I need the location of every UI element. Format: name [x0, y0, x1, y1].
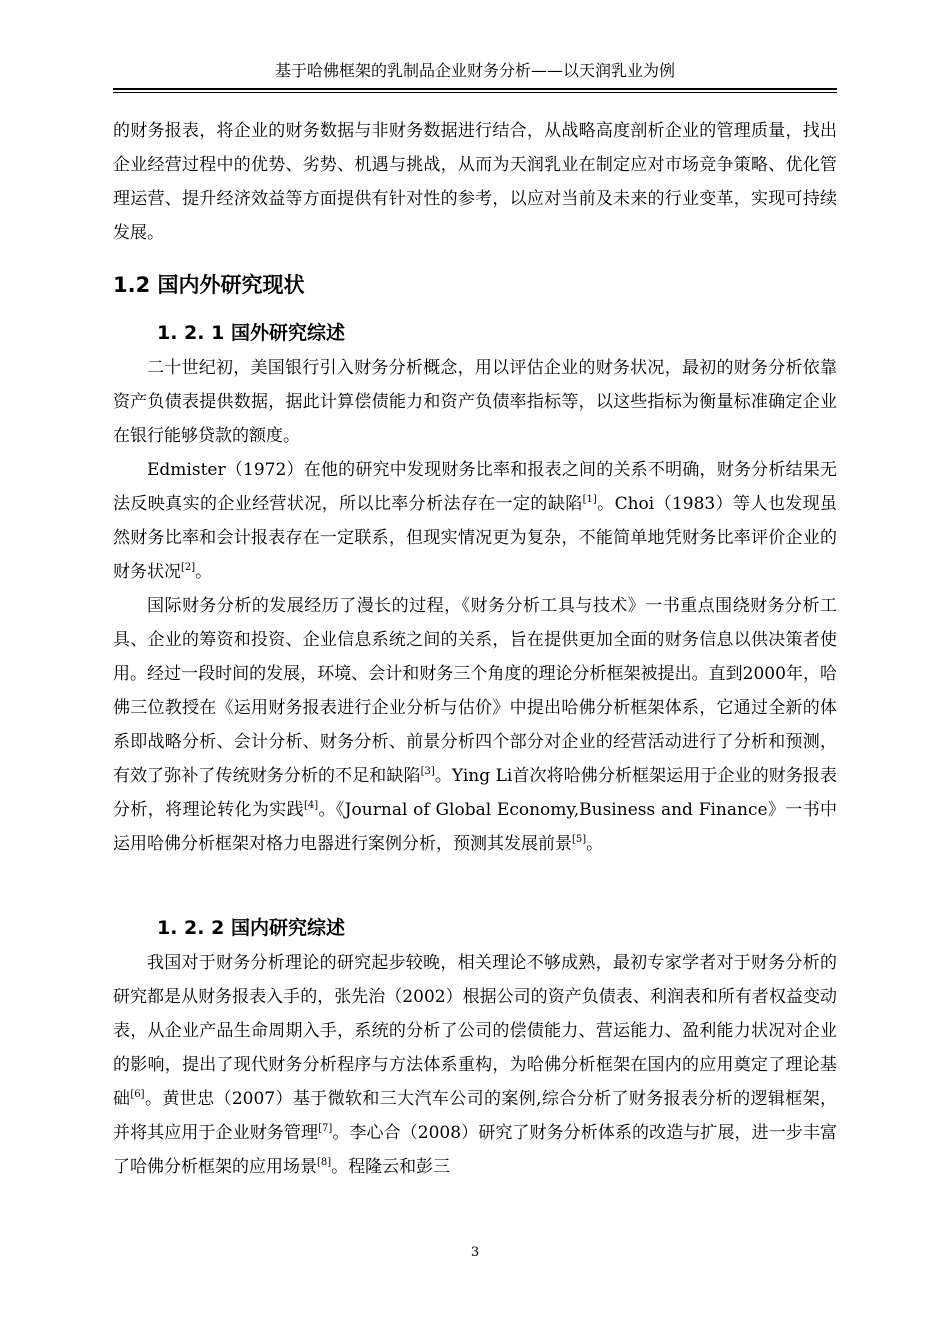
running-header-title: 基于哈佛框架的乳制品企业财务分析——以天润乳业为例: [274, 61, 675, 80]
foreign-research-block: [113, 351, 837, 861]
paragraph-early-history: 二十世纪初，美国银行引入财务分析概念，用以评估企业的财务状况，最初的财务分析依靠资产负债表提供数据，据此计算偿债能力和资产负债率指标等，以这些指标为衡量标准确定企业在银行能够贷款的额度。: [113, 358, 837, 446]
intro-text-block: [113, 114, 837, 250]
citation-ref: [1]: [582, 494, 597, 505]
text-run: 。: [586, 834, 604, 854]
section-heading-1-2-1: 1. 2. 1 国外研究综述: [157, 322, 345, 344]
text-run: 。: [195, 562, 213, 582]
citation-ref: [4]: [303, 800, 319, 811]
intro-paragraph: 的财务报表，将企业的财务数据与非财务数据进行结合，从战略高度剖析企业的管理质量，找出企业经营过程中的优势、劣势、机遇与挑战，从而为天润乳业在制定应对市场竞争策略、优化管理运营、提升经济效益等方面提供有针对性的参考，以应对当前及未来的行业变革，实现可持续发展。: [113, 121, 837, 243]
paragraph-harvard-framework: [113, 589, 837, 861]
citation-ref: [3]: [420, 766, 435, 777]
header-rule-thick: [113, 88, 837, 90]
text-run: 。Ying Li首次将哈佛分析框架运用于企业的财务报表分析，将理论转化为实践: [113, 766, 837, 820]
page-number: 3: [470, 1245, 480, 1260]
paragraph-domestic-research: [113, 946, 837, 1184]
citation-ref: [5]: [572, 834, 587, 845]
text-run: 。Choi（1983）等人也发现虽然财务比率和会计报表存在一定联系，但现实情况更为复杂，不能简单地凭财务比率评价企业的财务状况: [113, 494, 837, 582]
citation-ref: [6]: [130, 1089, 145, 1100]
domestic-research-block: [113, 946, 837, 1184]
section-heading-1-2-2: 1. 2. 2 国内研究综述: [157, 917, 345, 939]
text-run: 。《Journal of Global Economy,Business and Finance》一书中运用哈佛分析框架对格力电器进行案例分析，预测其发展前景: [113, 800, 837, 854]
section-heading-1-2: 1.2 国内外研究现状: [113, 273, 305, 297]
text-run: 我国对于财务分析理论的研究起步较晚，相关理论不够成熟，最初专家学者对于财务分析的研究都是从财务报表入手的，张先治（2002）根据公司的资产负债表、利润表和所有者权益变动表，从企业产品生命周期入手，系统的分析了公司的偿债能力、营运能力、盈利能力状况对企业的影响，提出了现代财务分析程序与方法体系重构，为哈佛分析框架在国内的应用奠定了理论基础: [113, 953, 837, 1109]
text-run: 。程隆云和彭三: [331, 1157, 451, 1177]
text-run: 。黄世忠（2007）基于微软和三大汽车公司的案例,综合分析了财务报表分析的逻辑框架，并将其应用于企业财务管理: [113, 1089, 838, 1143]
citation-ref: [8]: [317, 1157, 332, 1168]
citation-ref: [7]: [318, 1123, 333, 1134]
text-run: Edmister（1972）在他的研究中发现财务比率和报表之间的关系不明确，财务分析结果无法反映真实的企业经营状况，所以比率分析法存在一定的缺陷: [113, 460, 837, 514]
paragraph-edmister-choi: [113, 453, 837, 589]
text-run: 国际财务分析的发展经历了漫长的过程，《财务分析工具与技术》一书重点围绕财务分析工具、企业的筹资和投资、企业信息系统之间的关系，旨在提供更加全面的财务信息以供决策者使用。经过一段时间的发展，环境、会计和财务三个角度的理论分析框架被提出。直到2000年，哈佛三位教授在《运用财务报表进行企业分析与估价》中提出哈佛分析框架体系，它通过全新的体系即战略分析、会计分析、财务分析、前景分析四个部分对企业的经营活动进行了分析和预测，有效了弥补了传统财务分析的不足和缺陷: [113, 596, 837, 786]
header-rule-thin: [113, 92, 837, 93]
text-run: 。李心合（2008）研究了财务分析体系的改造与扩展，进一步丰富了哈佛分析框架的应用场景: [113, 1123, 838, 1177]
citation-ref: [2]: [181, 562, 196, 573]
